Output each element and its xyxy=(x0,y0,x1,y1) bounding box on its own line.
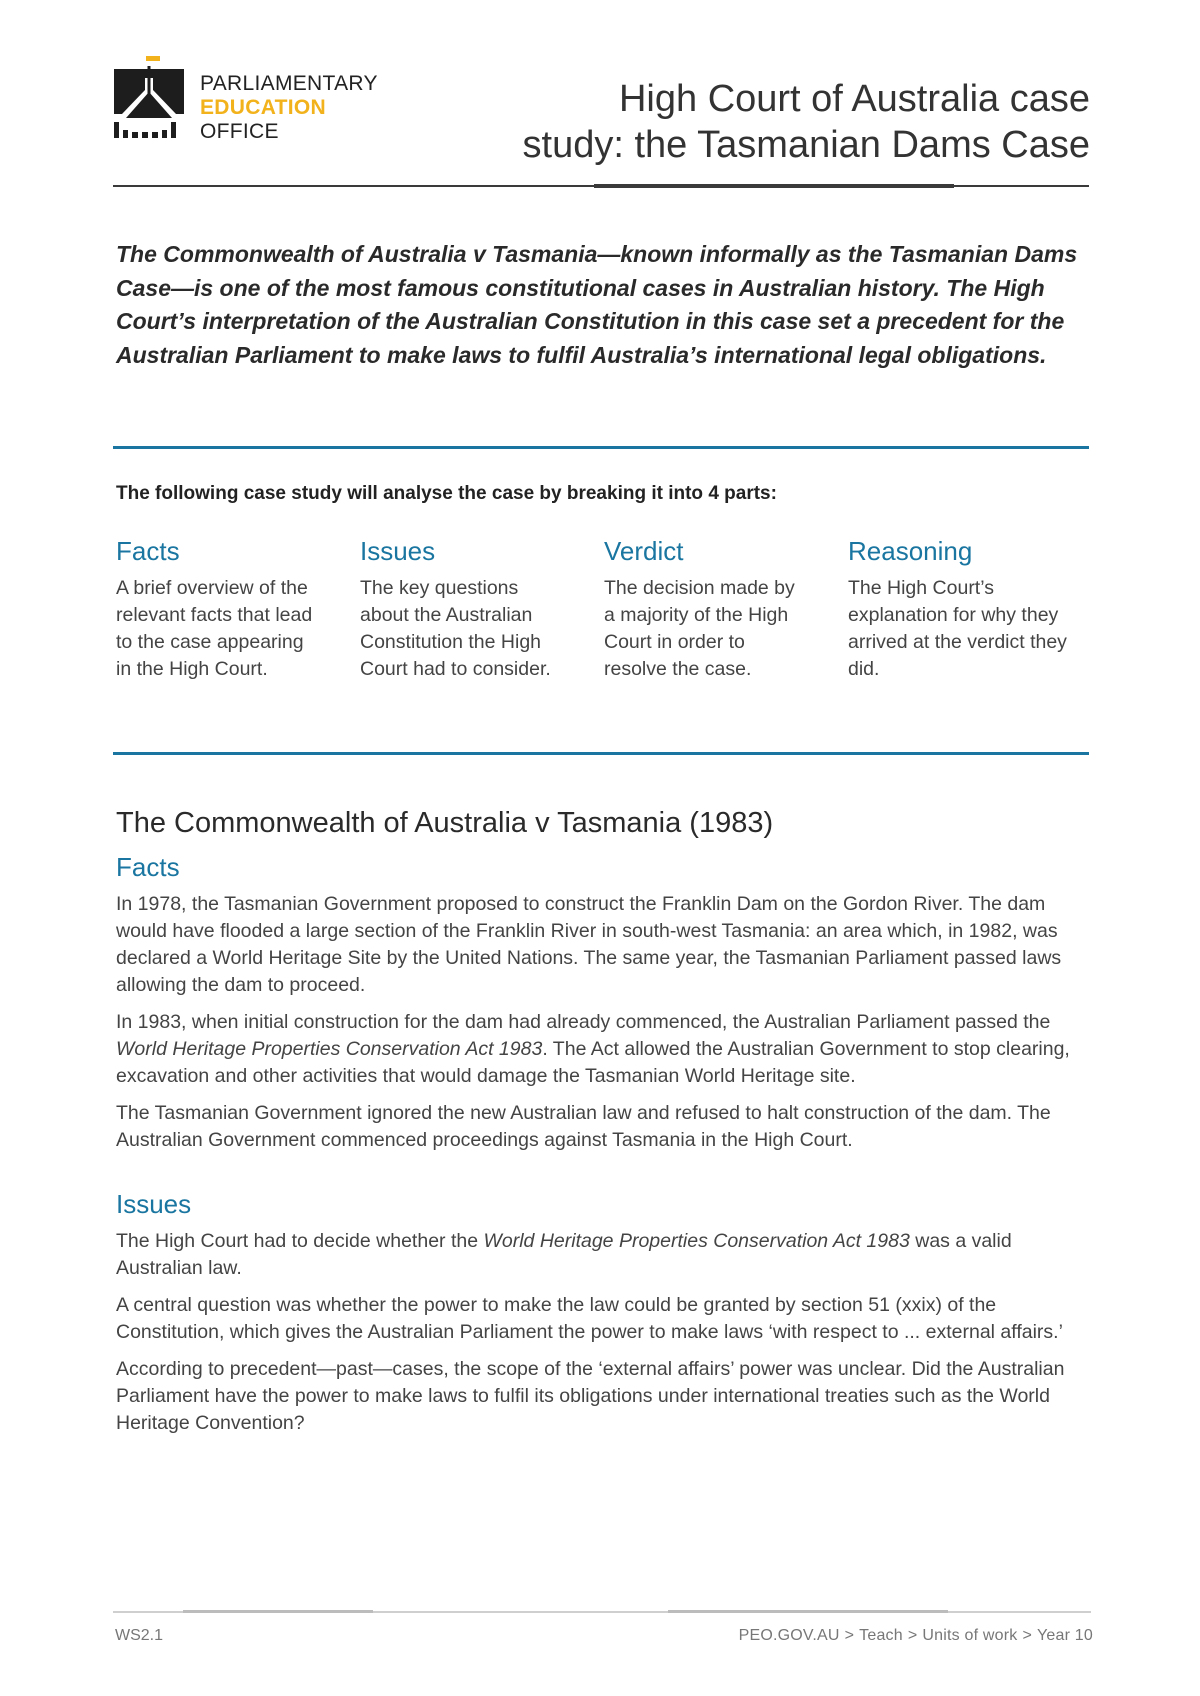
breadcrumb-units-link[interactable]: Units of work xyxy=(922,1627,1018,1644)
part-issues xyxy=(360,535,585,683)
document-title xyxy=(450,76,1090,168)
case-parts-overview xyxy=(116,535,1096,715)
part-facts xyxy=(116,535,341,683)
part-heading: Issues xyxy=(360,536,436,566)
issues-heading: Issues xyxy=(116,1189,192,1219)
part-heading: Verdict xyxy=(604,536,684,566)
document-title-line-1: High Court of Australia case xyxy=(618,78,1090,120)
worksheet-code: WS2.1 xyxy=(115,1627,164,1644)
facts-heading: Facts xyxy=(116,852,180,882)
intro-divider xyxy=(113,446,1089,449)
parts-divider xyxy=(113,752,1089,755)
document-title-line-2: study: the Tasmanian Dams Case xyxy=(522,124,1090,166)
issues-paragraph-3: According to precedent—past—cases, the scope of the ‘external affairs’ power was unclear. Did the Australian Parliament have the power to make laws to fulfil its obligations under international treaties such as the World Heritage Convention? xyxy=(116,1358,1065,1434)
breadcrumb-site-link[interactable]: PEO.GOV.AU xyxy=(738,1627,840,1644)
peo-logo xyxy=(114,56,414,146)
breadcrumb-teach-link[interactable]: Teach xyxy=(859,1627,903,1644)
breadcrumb-year-link[interactable]: Year 10 xyxy=(1037,1627,1093,1644)
act-name: World Heritage Properties Conservation Act 1983 xyxy=(483,1230,910,1252)
part-heading: Facts xyxy=(116,536,180,566)
intro-paragraph: The Commonwealth of Australia v Tasmania—known informally as the Tasmanian Dams Case—is one of the most famous constitutional cases in Australian history. The High Court’s interpretation of the Australian Constitution in this case set a precedent for the Australian Parliament to make laws to fulfil Australia’s international legal obligations. xyxy=(116,241,1078,368)
header-divider xyxy=(113,185,1089,187)
part-description: The decision made by a majority of the High Court in order to resolve the case. xyxy=(604,577,795,680)
act-name: World Heritage Properties Conservation Act 1983 xyxy=(116,1038,543,1060)
issues-paragraph-2: A central question was whether the power to make the law could be granted by section 51 (xxix) of the Constitution, which gives the Australian Parliament the power to make laws ‘with respect to ... external affairs.’ xyxy=(116,1294,1063,1343)
logo-line-education: EDUCATION xyxy=(200,96,326,119)
issues-paragraph-1: The High Court had to decide whether the World Heritage Properties Conservation Act 1983 was a valid Australian law. xyxy=(116,1230,1012,1279)
facts-paragraph-2: In 1983, when initial construction for the dam had already commenced, the Australian Parliament passed the World Heritage Properties Conservation Act 1983. The Act allowed the Australian Government to stop clearing, excavation and other activities that would damage the Tasmanian World Heritage site. xyxy=(116,1011,1070,1087)
parts-lead-text: The following case study will analyse the case by breaking it into 4 parts: xyxy=(116,483,777,504)
footer-breadcrumb: PEO.GOV.AU > Teach > Units of work > Year 10 xyxy=(738,1627,1093,1644)
logo-line-parliamentary: PARLIAMENTARY xyxy=(200,72,378,95)
part-heading: Reasoning xyxy=(848,536,973,566)
part-description: The High Court’s explanation for why they arrived at the verdict they did. xyxy=(848,577,1067,680)
parliament-house-logo-icon xyxy=(114,56,194,146)
logo-line-office: OFFICE xyxy=(200,120,279,143)
facts-paragraph-3: The Tasmanian Government ignored the new Australian law and refused to halt construction of the dam. The Australian Government commenced proceedings against Tasmania in the High Court. xyxy=(116,1102,1051,1151)
part-description: The key questions about the Australian Constitution the High Court had to consider. xyxy=(360,577,551,680)
case-title: The Commonwealth of Australia v Tasmania (1983) xyxy=(116,807,774,839)
part-verdict xyxy=(604,535,829,683)
part-description: A brief overview of the relevant facts that lead to the case appearing in the High Court. xyxy=(116,577,313,680)
case-content xyxy=(116,805,1096,1447)
part-reasoning xyxy=(848,535,1073,683)
footer-divider xyxy=(113,1611,1091,1613)
facts-paragraph-1: In 1978, the Tasmanian Government proposed to construct the Franklin Dam on the Gordon River. The dam would have flooded a large section of the Franklin River in south-west Tasmania: an area which, in 1982, was declared a World Heritage Site by the United Nations. The same year, the Tasmanian Parliament passed laws allowing the dam to proceed. xyxy=(116,893,1062,996)
